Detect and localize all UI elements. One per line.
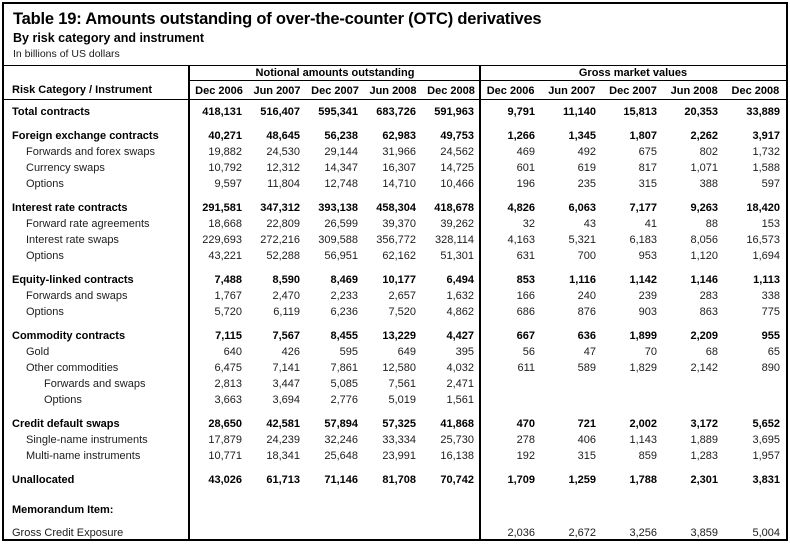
value-cell: 1,732 (752, 146, 780, 158)
value-cell: 25,648 (324, 450, 358, 462)
column-divider-groups (479, 65, 481, 541)
value-cell: 1,266 (507, 130, 535, 142)
value-cell: 13,229 (382, 330, 416, 342)
table-row (4, 200, 786, 216)
value-cell: 32,246 (324, 434, 358, 446)
notional-period-labels (190, 81, 480, 99)
table-row (4, 144, 786, 160)
value-cell: 1,588 (752, 162, 780, 174)
table-subtitle: By risk category and instrument (13, 31, 205, 45)
value-cell: 683,726 (376, 106, 416, 118)
value-cell: 5,321 (568, 234, 596, 246)
value-cell: 595 (339, 346, 358, 358)
value-cell: 817 (638, 162, 657, 174)
value-cell: 3,256 (629, 527, 657, 539)
value-cell: 283 (699, 290, 718, 302)
value-cell: 5,019 (388, 394, 416, 406)
value-cell: 395 (455, 346, 474, 358)
table-row (4, 360, 786, 376)
value-cell: 12,580 (382, 362, 416, 374)
value-cell: 57,325 (382, 418, 416, 430)
period-label: Jun 2008 (670, 84, 718, 97)
value-cell: 903 (638, 306, 657, 318)
value-cell: 955 (761, 330, 780, 342)
value-cell: 18,341 (266, 450, 300, 462)
value-cell: 272,216 (260, 234, 300, 246)
value-cell: 11,804 (267, 178, 300, 190)
value-cell: 3,831 (752, 474, 780, 486)
value-cell: 196 (516, 178, 535, 190)
row-label: Currency swaps (26, 162, 105, 174)
value-cell: 589 (577, 362, 596, 374)
value-cell: 62,162 (382, 250, 416, 262)
value-cell: 597 (761, 178, 780, 190)
value-cell: 2,142 (690, 362, 718, 374)
value-cell: 4,032 (446, 362, 474, 374)
value-cell: 3,695 (752, 434, 780, 446)
value-cell: 667 (516, 330, 535, 342)
value-cell: 492 (577, 146, 596, 158)
value-cell: 10,177 (382, 274, 416, 286)
value-cell: 62,983 (382, 130, 416, 142)
value-cell: 25,730 (440, 434, 474, 446)
value-cell: 775 (761, 306, 780, 318)
value-cell: 52,288 (266, 250, 300, 262)
value-cell: 876 (577, 306, 596, 318)
value-cell: 22,809 (266, 218, 300, 230)
value-cell: 631 (516, 250, 535, 262)
value-cell: 393,138 (318, 202, 358, 214)
value-cell: 469 (516, 146, 535, 158)
value-cell: 595,341 (318, 106, 358, 118)
value-cell: 2,036 (507, 527, 535, 539)
value-cell: 3,694 (272, 394, 300, 406)
value-cell: 5,720 (214, 306, 242, 318)
value-cell: 953 (638, 250, 657, 262)
table-title: Table 19: Amounts outstanding of over-the-counter (OTC) derivatives (13, 10, 542, 28)
value-cell: 19,882 (208, 146, 242, 158)
value-cell: 7,115 (215, 330, 242, 342)
value-cell: 49,753 (440, 130, 474, 142)
value-cell: 4,427 (446, 330, 474, 342)
value-cell: 51,301 (440, 250, 474, 262)
value-cell: 9,597 (214, 178, 242, 190)
value-cell: 61,713 (266, 474, 300, 486)
value-cell: 8,469 (330, 274, 358, 286)
column-group-notional (190, 66, 480, 99)
value-cell: 1,283 (690, 450, 718, 462)
value-cell: 24,562 (440, 146, 474, 158)
value-cell: 3,447 (272, 378, 300, 390)
value-cell: 41,868 (440, 418, 474, 430)
value-cell: 6,236 (330, 306, 358, 318)
value-cell: 18,668 (208, 218, 242, 230)
title-block (4, 4, 786, 65)
value-cell: 338 (761, 290, 780, 302)
value-cell: 2,813 (214, 378, 242, 390)
value-cell: 57,894 (324, 418, 358, 430)
value-cell: 16,307 (382, 162, 416, 174)
value-cell: 418,131 (202, 106, 242, 118)
value-cell: 43 (583, 218, 596, 230)
value-cell: 40,271 (208, 130, 242, 142)
value-cell: 39,370 (382, 218, 416, 230)
row-label: Memorandum Item: (12, 504, 114, 516)
value-cell: 6,183 (629, 234, 657, 246)
row-label: Gold (26, 346, 50, 358)
value-cell: 10,466 (440, 178, 474, 190)
value-cell: 10,792 (208, 162, 242, 174)
value-cell: 9,791 (507, 106, 535, 118)
gmv-period-labels (480, 81, 786, 99)
value-cell: 43,026 (208, 474, 242, 486)
row-label: Unallocated (12, 474, 75, 486)
value-cell: 5,652 (752, 418, 780, 430)
value-cell: 65 (767, 346, 780, 358)
value-cell: 10,771 (208, 450, 242, 462)
value-cell: 7,520 (388, 306, 416, 318)
row-label: Gross Credit Exposure (12, 527, 124, 539)
table-row (4, 272, 786, 288)
value-cell: 23,991 (382, 450, 416, 462)
value-cell: 1,899 (629, 330, 657, 342)
value-cell: 9,263 (690, 202, 718, 214)
table-row (4, 376, 786, 392)
value-cell: 859 (638, 450, 657, 462)
value-cell: 1,767 (214, 290, 242, 302)
table-row (4, 525, 786, 541)
table-row (4, 304, 786, 320)
table-row (4, 448, 786, 464)
value-cell: 458,304 (376, 202, 416, 214)
row-label: Forwards and swaps (44, 378, 146, 390)
table-frame (2, 2, 788, 541)
value-cell: 418,678 (434, 202, 474, 214)
value-cell: 591,963 (434, 106, 474, 118)
value-cell: 686 (516, 306, 535, 318)
value-cell: 33,334 (382, 434, 416, 446)
value-cell: 4,163 (507, 234, 535, 246)
value-cell: 2,301 (690, 474, 718, 486)
value-cell: 1,120 (690, 250, 718, 262)
value-cell: 8,590 (272, 274, 300, 286)
value-cell: 1,561 (446, 394, 474, 406)
value-cell: 315 (638, 178, 657, 190)
value-cell: 2,672 (568, 527, 596, 539)
column-group-notional-title: Notional amounts outstanding (190, 66, 480, 81)
table-row (4, 344, 786, 360)
value-cell: 6,494 (446, 274, 474, 286)
period-label: Dec 2006 (195, 84, 243, 97)
value-cell: 47 (583, 346, 596, 358)
value-cell: 42,581 (266, 418, 300, 430)
value-cell: 470 (516, 418, 535, 430)
value-cell: 2,657 (388, 290, 416, 302)
value-cell: 1,889 (690, 434, 718, 446)
value-cell: 81,708 (382, 474, 416, 486)
row-label: Forwards and forex swaps (26, 146, 155, 158)
value-cell: 675 (638, 146, 657, 158)
value-cell: 16,138 (440, 450, 474, 462)
value-cell: 14,725 (440, 162, 474, 174)
value-cell: 619 (577, 162, 596, 174)
value-cell: 8,455 (330, 330, 358, 342)
table-row (4, 416, 786, 432)
value-cell: 1,957 (752, 450, 780, 462)
value-cell: 7,567 (272, 330, 300, 342)
value-cell: 388 (699, 178, 718, 190)
value-cell: 39,262 (440, 218, 474, 230)
table-row (4, 392, 786, 408)
value-cell: 1,829 (629, 362, 657, 374)
value-cell: 48,645 (266, 130, 300, 142)
row-label: Options (44, 394, 82, 406)
row-label: Interest rate contracts (12, 202, 128, 214)
table-row (4, 104, 786, 120)
value-cell: 309,588 (318, 234, 358, 246)
value-cell: 5,004 (752, 527, 780, 539)
value-cell: 28,650 (208, 418, 242, 430)
row-label: Multi-name instruments (26, 450, 141, 462)
value-cell: 43,221 (208, 250, 242, 262)
column-group-gmv-title: Gross market values (480, 66, 786, 81)
value-cell: 1,709 (507, 474, 535, 486)
value-cell: 15,813 (623, 106, 657, 118)
period-label: Jun 2007 (253, 84, 301, 97)
table-row (4, 502, 786, 518)
value-cell: 31,966 (382, 146, 416, 158)
value-cell: 3,663 (214, 394, 242, 406)
value-cell: 6,063 (568, 202, 596, 214)
value-cell: 611 (517, 362, 535, 374)
row-label: Forward rate agreements (26, 218, 150, 230)
value-cell: 20,353 (684, 106, 718, 118)
table-row (4, 216, 786, 232)
value-cell: 16,573 (746, 234, 780, 246)
row-label: Credit default swaps (12, 418, 120, 430)
value-cell: 2,470 (272, 290, 300, 302)
period-label: Dec 2006 (486, 84, 535, 97)
value-cell: 1,807 (629, 130, 657, 142)
value-cell: 2,209 (690, 330, 718, 342)
value-cell: 1,788 (629, 474, 657, 486)
table-row (4, 472, 786, 488)
value-cell: 315 (577, 450, 596, 462)
period-label: Dec 2007 (609, 84, 657, 97)
table-row (4, 328, 786, 344)
value-cell: 14,347 (324, 162, 358, 174)
value-cell: 3,859 (690, 527, 718, 539)
value-cell: 640 (223, 346, 242, 358)
row-label: Commodity contracts (12, 330, 126, 342)
value-cell: 70,742 (440, 474, 474, 486)
value-cell: 278 (516, 434, 535, 446)
row-label: Foreign exchange contracts (12, 130, 159, 142)
value-cell: 6,475 (214, 362, 242, 374)
value-cell: 239 (638, 290, 657, 302)
table-row (4, 128, 786, 144)
period-label: Jun 2008 (369, 84, 417, 97)
value-cell: 4,862 (446, 306, 474, 318)
row-label: Options (26, 306, 64, 318)
value-cell: 2,776 (330, 394, 358, 406)
table-row (4, 288, 786, 304)
value-cell: 347,312 (260, 202, 300, 214)
value-cell: 1,345 (568, 130, 596, 142)
value-cell: 29,144 (324, 146, 358, 158)
value-cell: 802 (699, 146, 718, 158)
value-cell: 26,599 (324, 218, 358, 230)
value-cell: 3,172 (690, 418, 718, 430)
value-cell: 601 (516, 162, 535, 174)
value-cell: 33,889 (746, 106, 780, 118)
value-cell: 12,312 (266, 162, 300, 174)
value-cell: 291,581 (202, 202, 242, 214)
row-label: Single-name instruments (26, 434, 148, 446)
value-cell: 1,143 (629, 434, 657, 446)
value-cell: 516,407 (260, 106, 300, 118)
value-cell: 18,420 (746, 202, 780, 214)
value-cell: 853 (516, 274, 535, 286)
row-label: Options (26, 250, 64, 262)
value-cell: 7,141 (272, 362, 300, 374)
unit-note: In billions of US dollars (13, 48, 120, 60)
value-cell: 235 (577, 178, 596, 190)
period-label: Dec 2008 (731, 84, 780, 97)
row-label: Forwards and swaps (26, 290, 128, 302)
value-cell: 721 (577, 418, 596, 430)
row-label: Options (26, 178, 64, 190)
value-cell: 7,861 (330, 362, 358, 374)
value-cell: 24,530 (266, 146, 300, 158)
value-cell: 1,071 (690, 162, 718, 174)
value-cell: 32 (522, 218, 535, 230)
value-cell: 2,002 (629, 418, 657, 430)
value-cell: 11,140 (562, 106, 596, 118)
row-header-label: Risk Category / Instrument (12, 84, 152, 96)
period-label: Jun 2007 (548, 84, 596, 97)
table-row (4, 232, 786, 248)
value-cell: 328,114 (435, 234, 474, 246)
period-label: Dec 2007 (311, 84, 359, 97)
value-cell: 153 (761, 218, 780, 230)
value-cell: 56,238 (324, 130, 358, 142)
value-cell: 3,917 (752, 130, 780, 142)
value-cell: 41 (644, 218, 657, 230)
value-cell: 14,710 (382, 178, 416, 190)
value-cell: 5,085 (330, 378, 358, 390)
table-row (4, 176, 786, 192)
value-cell: 649 (397, 346, 416, 358)
row-label: Total contracts (12, 106, 91, 118)
value-cell: 7,488 (214, 274, 242, 286)
value-cell: 356,772 (376, 234, 416, 246)
value-cell: 2,233 (330, 290, 358, 302)
value-cell: 890 (761, 362, 780, 374)
value-cell: 426 (281, 346, 300, 358)
value-cell: 12,748 (324, 178, 358, 190)
value-cell: 4,826 (507, 202, 535, 214)
table-row (4, 432, 786, 448)
value-cell: 24,239 (266, 434, 300, 446)
value-cell: 88 (705, 218, 718, 230)
column-divider-label (188, 65, 190, 541)
value-cell: 56,951 (324, 250, 358, 262)
value-cell: 70 (644, 346, 657, 358)
value-cell: 229,693 (202, 234, 242, 246)
table-header (4, 65, 786, 100)
value-cell: 1,116 (569, 274, 596, 286)
value-cell: 636 (577, 330, 596, 342)
value-cell: 1,694 (752, 250, 780, 262)
value-cell: 7,561 (388, 378, 416, 390)
table-row (4, 160, 786, 176)
table-region (4, 65, 786, 541)
value-cell: 1,142 (629, 274, 657, 286)
value-cell: 2,262 (690, 130, 718, 142)
row-label: Equity-linked contracts (12, 274, 134, 286)
value-cell: 406 (577, 434, 596, 446)
value-cell: 56 (522, 346, 535, 358)
value-cell: 1,113 (753, 274, 780, 286)
column-group-gmv (480, 66, 786, 99)
value-cell: 192 (516, 450, 535, 462)
value-cell: 2,471 (446, 378, 474, 390)
table-body (4, 100, 786, 541)
value-cell: 700 (577, 250, 596, 262)
value-cell: 1,259 (568, 474, 596, 486)
value-cell: 166 (516, 290, 535, 302)
value-cell: 1,632 (446, 290, 474, 302)
value-cell: 8,056 (690, 234, 718, 246)
value-cell: 71,146 (324, 474, 358, 486)
value-cell: 7,177 (629, 202, 657, 214)
value-cell: 68 (705, 346, 718, 358)
value-cell: 240 (577, 290, 596, 302)
row-label: Other commodities (26, 362, 119, 374)
period-label: Dec 2008 (427, 84, 475, 97)
value-cell: 1,146 (690, 274, 718, 286)
value-cell: 17,879 (208, 434, 242, 446)
row-label: Interest rate swaps (26, 234, 119, 246)
value-cell: 6,119 (273, 306, 300, 318)
value-cell: 863 (699, 306, 718, 318)
table-row (4, 248, 786, 264)
